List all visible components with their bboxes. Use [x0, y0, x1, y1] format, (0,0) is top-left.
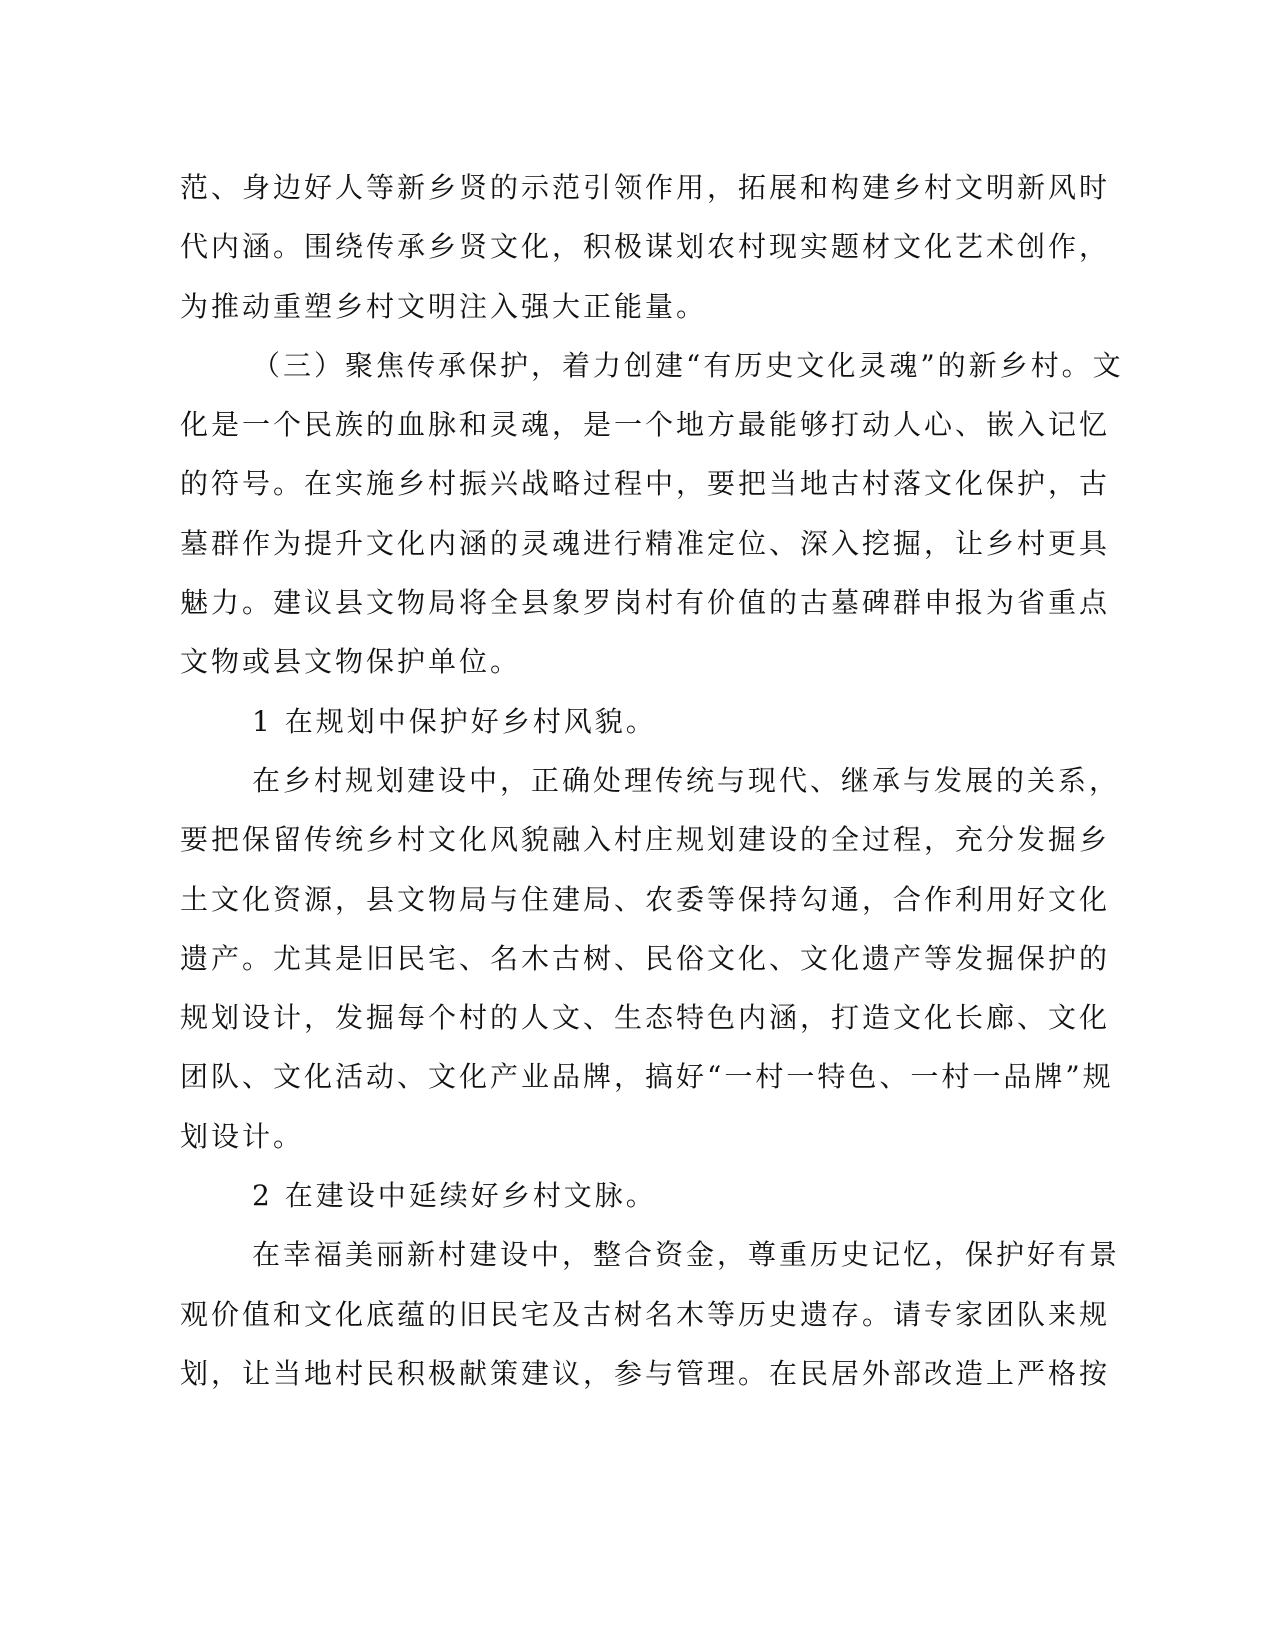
body-text-line: 土文化资源，县文物局与住建局、农委等保持勾通，合作利用好文化: [180, 882, 1111, 916]
body-text-line: 化是一个民族的血脉和灵魂，是一个地方最能够打动人心、嵌入记忆: [180, 408, 1111, 442]
body-text-line: 观价值和文化底蕴的旧民宅及古树名木等历史遗存。请专家团队来规: [180, 1297, 1111, 1331]
body-text-line: 范、身边好人等新乡贤的示范引领作用，拓展和构建乡村文明新风时: [180, 171, 1111, 204]
body-text-line: 代内涵。围绕传承乡贤文化，积极谋划农村现实题材文化艺术创作，: [180, 230, 1111, 264]
body-text-line: 要把保留传统乡村文化风貌融入村庄规划建设的全过程，充分发掘乡: [180, 823, 1111, 857]
body-text-line: 团队、文化活动、文化产业品牌，搞好“一村一特色、一村一品牌”规: [180, 1060, 1114, 1094]
subheading-line: 1 在规划中保护好乡村风貌。: [252, 704, 657, 738]
body-text-line: 魅力。建议县文物局将全县象罗岗村有价值的古墓碑群申报为省重点: [180, 586, 1111, 620]
section-heading-line: （三）聚焦传承保护，着力创建“有历史文化灵魂”的新乡村。文: [252, 348, 1124, 382]
body-text-line: 为推动重塑乡村文明注入强大正能量。: [180, 289, 708, 323]
body-text-line: 文物或县文物保护单位。: [180, 645, 522, 679]
body-text-line: 的符号。在实施乡村振兴战略过程中，要把当地古村落文化保护，古: [180, 467, 1111, 501]
body-text-line: 规划设计，发掘每个村的人文、生态特色内涵，打造文化长廊、文化: [180, 1001, 1111, 1035]
subheading-line: 2 在建设中延续好乡村文脉。: [252, 1179, 657, 1213]
body-text-line: 在乡村规划建设中，正确处理传统与现代、继承与发展的关系，: [252, 763, 1121, 797]
body-text-line: 遗产。尤其是旧民宅、名木古树、民俗文化、文化遗产等发掘保护的: [180, 941, 1111, 975]
body-text-line: 划设计。: [180, 1119, 305, 1153]
body-text-line: 划，让当地村民积极献策建议，参与管理。在民居外部改造上严格按: [180, 1356, 1111, 1390]
body-text-line: 在幸福美丽新村建设中，整合资金，尊重历史记忆，保护好有景: [252, 1238, 1121, 1272]
document-page: [180, 158, 1124, 1403]
body-text-line: 墓群作为提升文化内涵的灵魂进行精准定位、深入挖掘，让乡村更具: [180, 526, 1111, 560]
